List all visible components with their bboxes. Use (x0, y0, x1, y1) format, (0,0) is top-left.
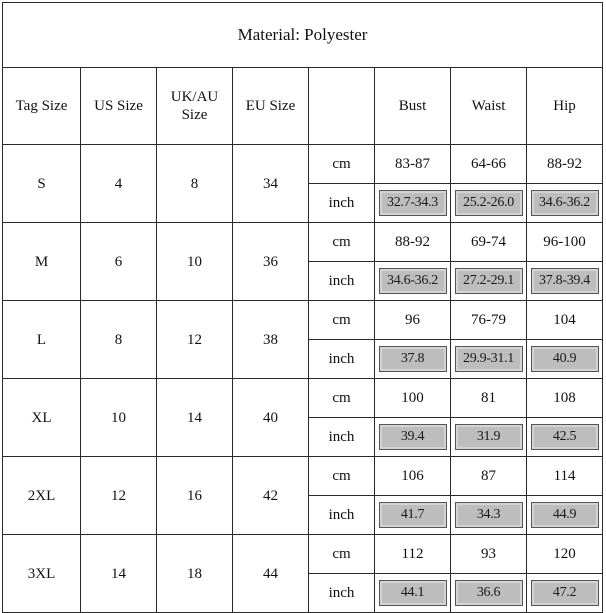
header-waist: Waist (451, 68, 527, 145)
tag-size-cell: S (3, 145, 81, 223)
hip-cm-cell: 108 (527, 379, 603, 418)
waist-inch-value: 34.3 (455, 502, 523, 528)
tag-size-cell: 2XL (3, 457, 81, 535)
waist-inch-value: 31.9 (455, 424, 523, 450)
uk-au-size-cell: 16 (157, 457, 233, 535)
size-row-cm (3, 457, 603, 496)
unit-cm-label: cm (309, 535, 375, 574)
waist-cm-cell: 87 (451, 457, 527, 496)
hip-inch-cell (527, 262, 603, 301)
size-chart (2, 2, 602, 600)
bust-inch-cell (375, 574, 451, 613)
hip-inch-cell (527, 340, 603, 379)
tag-size-cell: M (3, 223, 81, 301)
unit-inch-label: inch (309, 262, 375, 301)
waist-inch-value: 36.6 (455, 580, 523, 606)
bust-cm-cell: 100 (375, 379, 451, 418)
tag-size-cell: XL (3, 379, 81, 457)
size-row-cm (3, 223, 603, 262)
hip-inch-cell (527, 574, 603, 613)
unit-inch-label: inch (309, 340, 375, 379)
bust-inch-value: 34.6-36.2 (379, 268, 447, 294)
unit-cm-label: cm (309, 457, 375, 496)
us-size-cell: 12 (81, 457, 157, 535)
unit-inch-label: inch (309, 496, 375, 535)
us-size-cell: 10 (81, 379, 157, 457)
waist-inch-cell (451, 418, 527, 457)
eu-size-cell: 34 (233, 145, 309, 223)
uk-au-size-cell: 8 (157, 145, 233, 223)
header-uk-au-size (157, 68, 233, 145)
hip-cm-cell: 88-92 (527, 145, 603, 184)
hip-inch-value: 44.9 (531, 502, 599, 528)
header-bust: Bust (375, 68, 451, 145)
hip-inch-cell (527, 184, 603, 223)
waist-inch-value: 29.9-31.1 (455, 346, 523, 372)
bust-inch-value: 32.7-34.3 (379, 190, 447, 216)
table-title: Material: Polyester (3, 3, 603, 68)
bust-cm-cell: 88-92 (375, 223, 451, 262)
unit-inch-label: inch (309, 184, 375, 223)
header-tag-size: Tag Size (3, 68, 81, 145)
bust-cm-cell: 83-87 (375, 145, 451, 184)
header-uk-au-line1: UK/AU (170, 89, 219, 105)
tag-size-cell: 3XL (3, 535, 81, 613)
bust-inch-cell (375, 340, 451, 379)
waist-cm-cell: 76-79 (451, 301, 527, 340)
eu-size-cell: 40 (233, 379, 309, 457)
hip-cm-cell: 96-100 (527, 223, 603, 262)
hip-inch-value: 40.9 (531, 346, 599, 372)
hip-inch-value: 37.8-39.4 (531, 268, 599, 294)
waist-cm-cell: 93 (451, 535, 527, 574)
waist-cm-cell: 69-74 (451, 223, 527, 262)
size-row-cm (3, 301, 603, 340)
waist-inch-cell (451, 184, 527, 223)
bust-cm-cell: 106 (375, 457, 451, 496)
waist-inch-value: 27.2-29.1 (455, 268, 523, 294)
uk-au-size-cell: 12 (157, 301, 233, 379)
bust-inch-value: 37.8 (379, 346, 447, 372)
bust-inch-value: 41.7 (379, 502, 447, 528)
hip-inch-value: 34.6-36.2 (531, 190, 599, 216)
bust-inch-cell (375, 262, 451, 301)
hip-inch-cell (527, 418, 603, 457)
hip-inch-value: 47.2 (531, 580, 599, 606)
waist-cm-cell: 64-66 (451, 145, 527, 184)
size-table (2, 2, 603, 613)
eu-size-cell: 36 (233, 223, 309, 301)
bust-inch-value: 44.1 (379, 580, 447, 606)
unit-inch-label: inch (309, 574, 375, 613)
us-size-cell: 6 (81, 223, 157, 301)
header-us-size: US Size (81, 68, 157, 145)
unit-cm-label: cm (309, 145, 375, 184)
hip-cm-cell: 104 (527, 301, 603, 340)
bust-cm-cell: 96 (375, 301, 451, 340)
uk-au-size-cell: 14 (157, 379, 233, 457)
hip-inch-value: 42.5 (531, 424, 599, 450)
uk-au-size-cell: 10 (157, 223, 233, 301)
header-eu-size: EU Size (233, 68, 309, 145)
size-row-cm (3, 145, 603, 184)
hip-cm-cell: 120 (527, 535, 603, 574)
tag-size-cell: L (3, 301, 81, 379)
uk-au-size-cell: 18 (157, 535, 233, 613)
header-uk-au-line2: Size (181, 107, 208, 123)
eu-size-cell: 42 (233, 457, 309, 535)
eu-size-cell: 44 (233, 535, 309, 613)
hip-cm-cell: 114 (527, 457, 603, 496)
bust-inch-cell (375, 496, 451, 535)
waist-inch-cell (451, 496, 527, 535)
waist-inch-cell (451, 262, 527, 301)
header-unit (309, 68, 375, 145)
unit-cm-label: cm (309, 379, 375, 418)
us-size-cell: 14 (81, 535, 157, 613)
bust-inch-cell (375, 184, 451, 223)
bust-inch-cell (375, 418, 451, 457)
size-row-cm (3, 535, 603, 574)
waist-inch-value: 25.2-26.0 (455, 190, 523, 216)
waist-inch-cell (451, 340, 527, 379)
us-size-cell: 8 (81, 301, 157, 379)
waist-inch-cell (451, 574, 527, 613)
size-row-cm (3, 379, 603, 418)
bust-cm-cell: 112 (375, 535, 451, 574)
us-size-cell: 4 (81, 145, 157, 223)
waist-cm-cell: 81 (451, 379, 527, 418)
bust-inch-value: 39.4 (379, 424, 447, 450)
eu-size-cell: 38 (233, 301, 309, 379)
unit-cm-label: cm (309, 223, 375, 262)
unit-cm-label: cm (309, 301, 375, 340)
unit-inch-label: inch (309, 418, 375, 457)
header-hip: Hip (527, 68, 603, 145)
header-row (3, 68, 603, 145)
hip-inch-cell (527, 496, 603, 535)
